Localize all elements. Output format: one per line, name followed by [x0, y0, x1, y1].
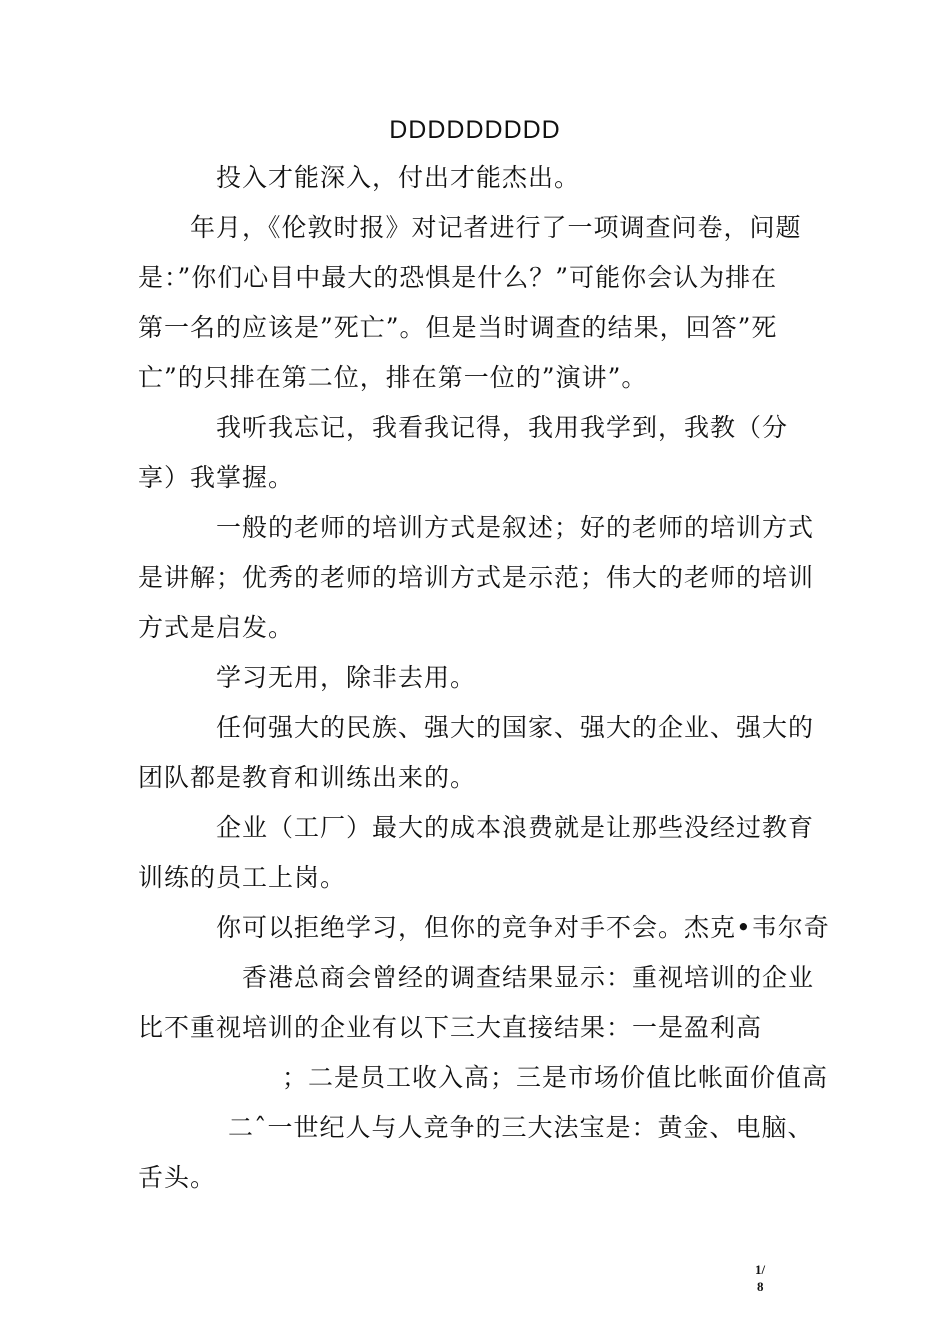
document-title: DDDDDDDDD: [389, 116, 561, 144]
text-line: 企业（工厂）最大的成本浪费就是让那些没经过教育: [216, 813, 815, 842]
text-line: 学习无用，除非去用。: [216, 663, 477, 692]
text-line: 舌头。: [138, 1163, 217, 1192]
text-line: 我听我忘记，我看我记得，我用我学到，我教（分: [216, 413, 789, 442]
text-line: 二ˆ一世纪人与人竞争的三大法宝是：黄金、电脑、: [228, 1113, 814, 1142]
text-line: 比不重视培训的企业有以下三大直接结果：一是盈利高: [138, 1013, 763, 1042]
text-line: 亡”的只排在第二位，排在第一位的”演讲”。: [138, 363, 648, 392]
text-line: 是讲解；优秀的老师的培训方式是示范；伟大的老师的培训: [138, 563, 815, 592]
text-line: 第一名的应该是”死亡”。但是当时调查的结果，回答”死: [138, 313, 778, 342]
text-line: 一般的老师的培训方式是叙述；好的老师的培训方式: [216, 513, 815, 542]
text-line: 香港总商会曾经的调查结果显示：重视培训的企业: [242, 963, 815, 992]
page-number-bottom: 8: [757, 1279, 764, 1294]
page-number-top: 1/: [755, 1262, 766, 1277]
text-line: 是：”你们心目中最大的恐惧是什么？”可能你会认为排在: [138, 263, 778, 292]
text-line: 享）我掌握。: [138, 463, 295, 492]
text-line: 团队都是教育和训练出来的。: [138, 763, 477, 792]
text-line: 方式是启发。: [138, 613, 295, 642]
text-line: ；二是员工收入高；三是市场价值比帐面价值高: [282, 1063, 829, 1092]
text-line: 任何强大的民族、强大的国家、强大的企业、强大的: [216, 713, 815, 742]
text-line: 年月，《伦敦时报》对记者进行了一项调查问卷，问题: [190, 213, 802, 242]
text-line: 你可以拒绝学习，但你的竞争对手不会。杰克•韦尔奇: [216, 913, 830, 942]
text-line: 训练的员工上岗。: [138, 863, 347, 892]
text-line: 投入才能深入，付出才能杰出。: [216, 163, 581, 192]
